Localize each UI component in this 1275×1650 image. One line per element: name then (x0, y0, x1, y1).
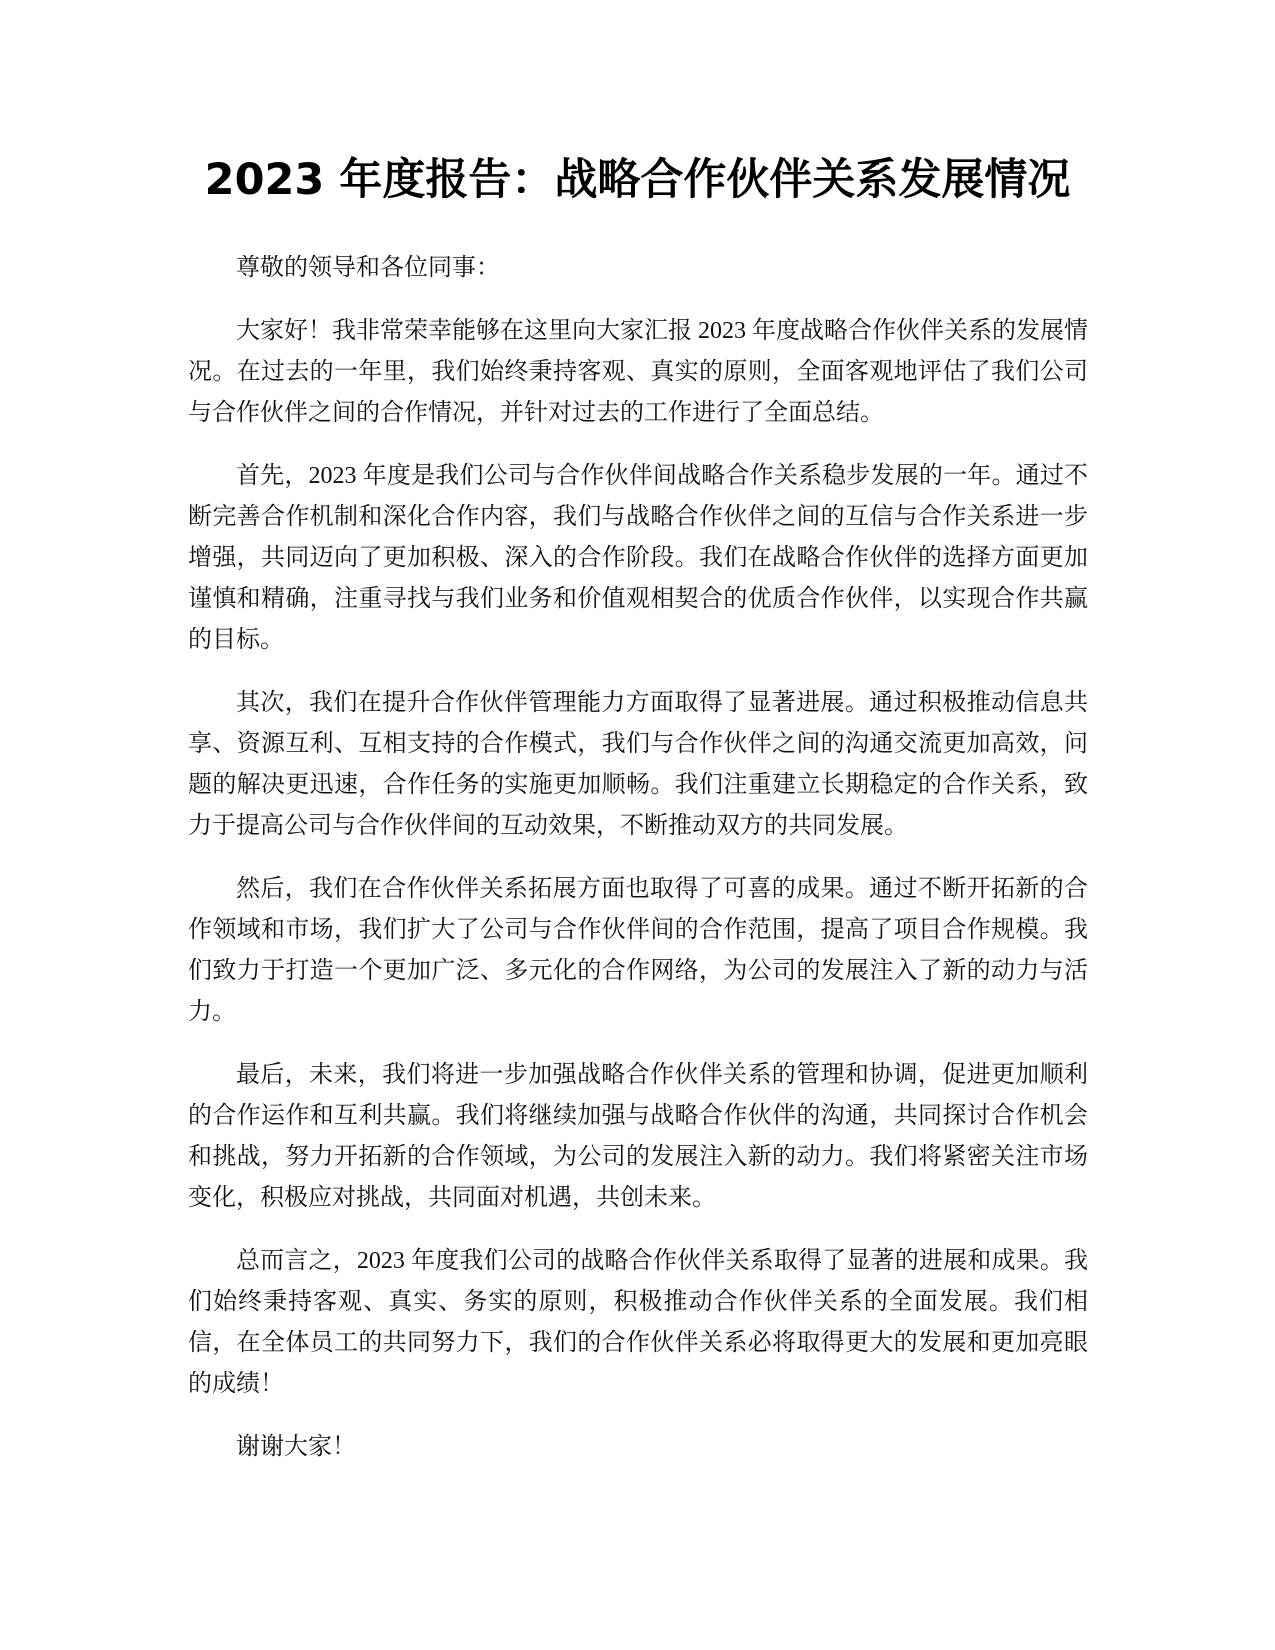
closing: 谢谢大家！ (236, 1434, 356, 1460)
page-title: 2023 年度报告：战略合作伙伴关系发展情况 (204, 155, 1071, 205)
paragraph-first: 首先，2023 年度是我们公司与合作伙伴间战略合作关系稳步发展的一年。通过不断完善合作机制和深化合作内容，我们与战略合作伙伴之间的互信与合作关系进一步增强，共同迈向了更加积极、深入的合作阶段。我们在战略合作伙伴的选择方面更加谨慎和精确，注重寻找与我们业务和价值观相契合的优质合作伙伴，以实现合作共赢的目标。 (188, 463, 1088, 653)
paragraph-intro: 大家好！我非常荣幸能够在这里向大家汇报 2023 年度战略合作伙伴关系的发展情况。在过去的一年里，我们始终秉持客观、真实的原则，全面客观地评估了我们公司与合作伙伴之间的合作情况，并针对过去的工作进行了全面总结。 (188, 318, 1088, 426)
paragraph-second: 其次，我们在提升合作伙伴管理能力方面取得了显著进展。通过积极推动信息共享、资源互利、互相支持的合作模式，我们与合作伙伴之间的沟通交流更加高效，问题的解决更迅速，合作任务的实施更加顺畅。我们注重建立长期稳定的合作关系，致力于提高公司与合作伙伴间的互动效果，不断推动双方的共同发展。 (188, 690, 1088, 839)
paragraph-finally: 最后，未来，我们将进一步加强战略合作伙伴关系的管理和协调，促进更加顺利的合作运作和互利共赢。我们将继续加强与战略合作伙伴的沟通，共同探讨合作机会和挑战，努力开拓新的合作领域，为公司的发展注入新的动力。我们将紧密关注市场变化，积极应对挑战，共同面对机遇，共创未来。 (188, 1062, 1088, 1211)
paragraph-then: 然后，我们在合作伙伴关系拓展方面也取得了可喜的成果。通过不断开拓新的合作领域和市场，我们扩大了公司与合作伙伴间的合作范围，提高了项目合作规模。我们致力于打造一个更加广泛、多元化的合作网络，为公司的发展注入了新的动力与活力。 (188, 876, 1088, 1025)
greeting: 尊敬的领导和各位同事： (236, 255, 500, 281)
document-body (188, 248, 1088, 1490)
paragraph-summary: 总而言之，2023 年度我们公司的战略合作伙伴关系取得了显著的进展和成果。我们始终秉持客观、真实、务实的原则，积极推动合作伙伴关系的全面发展。我们相信，在全体员工的共同努力下，我们的合作伙伴关系必将取得更大的发展和更加亮眼的成绩！ (188, 1248, 1088, 1397)
